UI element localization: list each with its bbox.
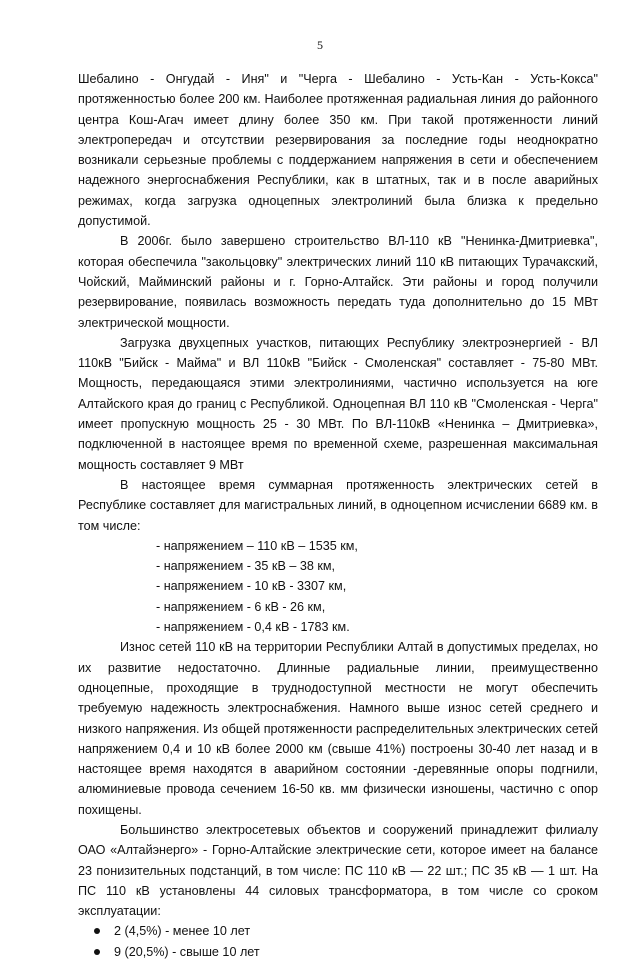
voltage-length-list: [78, 536, 598, 637]
paragraph-substations: Большинство электросетевых объектов и сооружений принадлежит филиалу ОАО «Алтайэнерго» - Горно-Алтайские электрические сети, которое имеет на балансе 23 понизительных подстанций, в том числе: ПС 110 кВ — 22 шт.; ПС 35 кВ — 1 шт. На ПС 110 кВ установлены 44 силовых трансформатора, в том числе со сроком эксплуатации:: [78, 822, 598, 919]
bullet-icon: [94, 949, 100, 955]
list-item: - напряжением - 10 кВ - 3307 км,: [156, 579, 347, 594]
list-item: [94, 942, 598, 962]
paragraph-ring-line: В 2006г. было завершено строительство ВЛ-110 кВ "Ненинка-Дмитриевка", которая обеспечила "закольцовку" электрических линий 110 кВ питающих Турачакский, Чойский, Майминский районы и г. Горно-Алтайск. Эти районы и город получили резервирование, появилась возможность передать туда дополнительно до 15 МВт электрической мощности.: [78, 234, 598, 330]
paragraph-continued: Шебалино - Онгудай - Иня" и "Черга - Шебалино - Усть-Кан - Усть-Кокса" протяженностью более 200 км. Наиболее протяженная радиальная линия до районного центра Кош-Агач имеет длину более 350 км. При такой протяженности линий электропередач и отсутствии резервирования за последние годы неоднократно возникали серьезные проблемы с поддержанием напряжения в сети и обеспечением надежного энергоснабжения Республики, как в штатных, так и в после аварийных режимах, когда загрузка одноцепных электролиний была близка к предельно допустимой.: [78, 72, 598, 229]
paragraph-network-wear: Износ сетей 110 кВ на территории Республики Алтай в допустимых пределах, но их развитие недостаточно. Длинные радиальные линии, преимущественно одноцепные, проходящие в труднодоступной местности не могут обеспечить требуемую надежность электроснабжения. Намного выше износ сетей среднего и низкого напряжения. Из общей протяженности распределительных электрических сетей напряжением 0,4 и 10 кВ более 2000 км (свыше 41%) построены 30-40 лет назад и в настоящее время находятся в аварийном состоянии -деревянные опоры подгнили, алюминиевые провода сечением 16-50 кв. мм физически изношены, частично с опор похищены.: [78, 640, 598, 817]
list-item: [94, 921, 598, 941]
service-life-list: [78, 921, 598, 962]
page-number: 5: [317, 38, 323, 52]
paragraph-network-length: В настоящее время суммарная протяженность электрических сетей в Республике составляет для магистральных линий, в одноцепном исчислении 6689 км. в том числе:: [78, 477, 598, 533]
list-item: - напряжением - 0,4 кВ - 1783 км.: [156, 620, 350, 635]
list-item-text: 9 (20,5%) - свыше 10 лет: [114, 944, 260, 959]
list-item: - напряжением - 35 кВ – 38 км,: [156, 559, 336, 574]
paragraph-double-circuit-load: Загрузка двухцепных участков, питающих Республику электроэнергией - ВЛ 110кВ "Бийск - Майма" и ВЛ 110кВ "Бийск - Смоленская" составляет - 75-80 МВт. Мощность, передающаяся этими электролиниями, частично используется на юге Алтайского края до границ с Республикой. Одноцепная ВЛ 110 кВ "Смоленская - Черга" имеет пропускную мощность 25 - 30 МВт. По ВЛ-110кВ «Ненинка – Дмитриевка», подключенной в настоящее время по временной схеме, разрешенная максимальная мощность составляет 9 МВт: [78, 335, 598, 472]
bullet-icon: [94, 928, 100, 934]
list-item-text: 2 (4,5%) - менее 10 лет: [114, 924, 251, 939]
list-item: - напряжением - 6 кВ - 26 км,: [156, 599, 326, 614]
list-item: - напряжением – 110 кВ – 1535 км,: [156, 538, 358, 553]
page-body: [78, 69, 598, 962]
